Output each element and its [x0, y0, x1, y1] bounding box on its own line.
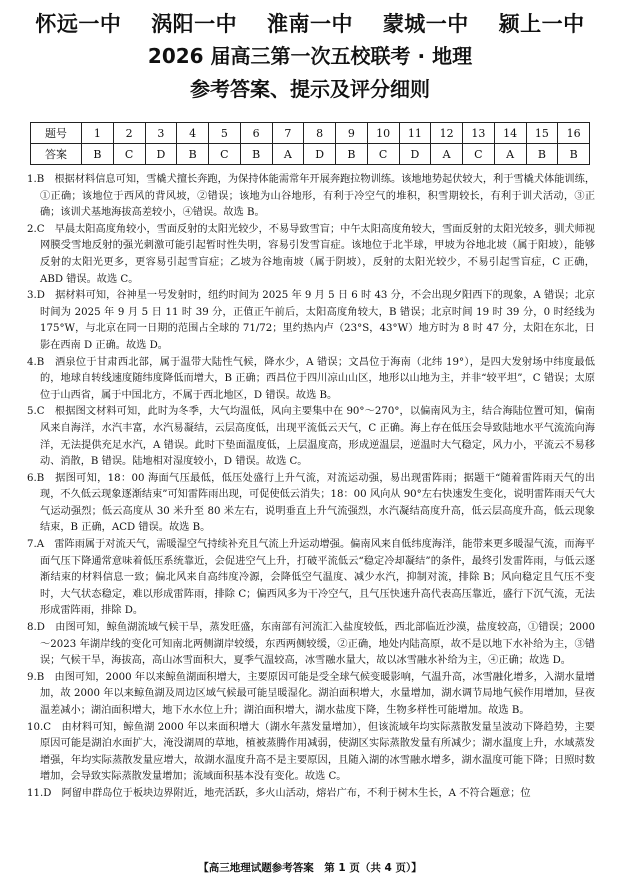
item-text: 由图可知，2000 年以来鲸鱼湖面积增大，主要原因可能是受全球气候变暖影响，气温升高，冰雪融化增多，入湖水量增加，故 2000 年以来鲸鱼湖及周边区域气候最可能呈暖湿化。湖泊面积增大，水量增加，湖水调节局地气候作用增加，昼夜温差减小；湖泊面积增大，地下水水位上升；湖泊面积增大，湖水盐度下降，生物多样性可能增加。故选 B。 — [40, 671, 596, 716]
answer-cell: D — [304, 144, 336, 165]
answer-cell: C — [113, 144, 145, 165]
answer-cell: C — [463, 144, 495, 165]
school-name: 涡阳一中 — [151, 12, 238, 36]
explanation-item — [27, 720, 595, 786]
exam-title: 2026 届高三第一次五校联考 · 地理 — [147, 44, 473, 68]
page-subtitle: 参考答案、提示及评分细则 — [190, 77, 430, 101]
answer-cell: B — [82, 144, 114, 165]
item-text: 据图可知，18：00 海面气压最低，低压处盛行上升气流，对流运动强，易出现雷阵雨；据题干“随着雷阵雨天气的出现，不久低云现象逐渐结束”可知雷阵雨出现，可促使低云消失；18：00 风向从 90°左右快速发生变化，说明雷阵雨天气大气运动强烈；低云高度从 30 米升至 80 米左右，说明垂直上升气流强烈，水汽凝结高度升高，低云层高度升高，低云现象结束，B 正确，ACD 错误。故选 B。 — [40, 472, 596, 534]
explanation-item — [27, 222, 595, 288]
item-number: 1.B — [27, 174, 45, 185]
question-number: 12 — [431, 123, 463, 144]
explanation-item — [27, 404, 595, 470]
question-number: 9 — [336, 123, 368, 144]
answer-cell: B — [558, 144, 590, 165]
answer-cell: B — [240, 144, 272, 165]
answer-cell: C — [209, 144, 241, 165]
answer-cell: A — [272, 144, 304, 165]
item-text: 雷阵雨属于对流天气，需暖湿空气持续补充且气流上升运动增强。偏南风来自低纬度海洋，能带来更多暖湿气流，而海平面气压下降通常意味着低压系统靠近，会促进空气上升，打破平流低云“稳定冷却凝结”的条件，最终引发雷阵雨，与低云逐渐结束的材料信息一致；偏北风来自高纬度冷源，会降低空气温度、减少水汽，抑制对流，排除 B；风向稳定且气压不变时，大气状态稳定，难以形成雷阵雨，排除 C；偏西风多为干冷空气，且气压快速升高代表高压靠近，盛行下沉气流，无法形成雷阵雨，排除 D。 — [40, 539, 595, 617]
school-name: 蒙城一中 — [382, 12, 469, 36]
question-number: 8 — [304, 123, 336, 144]
explanation-item — [27, 172, 595, 222]
explanation-item — [27, 620, 595, 670]
explanation-item — [27, 288, 595, 354]
item-text: 阿留申群岛位于板块边界附近，地壳活跃，多火山活动，熔岩广布，不利于树木生长，A 不符合题意；位 — [61, 787, 531, 799]
answer-cell: D — [145, 144, 177, 165]
item-text: 由图可知，鲸鱼湖流域气候干旱，蒸发旺盛，东南部有河流汇入盐度较低，西北部临近沙漠，盐度较高，①错误；2000～2023 年湖岸线的变化可知南北两侧湖岸较缓，东西两侧较缓，②正确，地处内陆高原，故不是以地下水补给为主，③错误；气候干旱，海拔高，高山冰雪面积大，夏季气温较高，冰雪融水量大，故以冰雪融水补给为主，④正确；故选 D。 — [40, 622, 596, 667]
explanation-item — [27, 537, 595, 620]
answer-row — [31, 144, 590, 165]
item-number: 3.D — [27, 290, 45, 302]
school-name: 淮南一中 — [267, 12, 353, 36]
question-number: 7 — [272, 123, 304, 144]
item-number: 5.C — [27, 406, 45, 418]
item-number: 9.B — [27, 671, 45, 683]
school-name: 怀远一中 — [35, 12, 122, 36]
item-text: 早晨太阳高度角较小，雪面反射的太阳光较少，不易导致雪盲；中午太阳高度角较大，雪面反射的太阳光较多，驯犬师视网膜受雪地反射的强光刺激可能引起暂时性失明，容易引发雪盲症。该地位于北半球，甲坡为谷地北坡（属于阳坡），能够反射的太阳光更多，更容易引起雪盲症；乙坡为谷地南坡（属于阴坡），反射的太阳光较少，不易引起雪盲症，C 正确，ABD 错误。故选 C。 — [40, 223, 595, 285]
explanation-item — [27, 786, 595, 803]
page-footer: 【高三地理试题参考答案 第 1 页（共 4 页）】 — [198, 862, 422, 874]
answer-cell: D — [399, 144, 431, 165]
answer-cell: A — [494, 144, 526, 165]
item-number: 7.A — [27, 539, 45, 551]
item-number: 2.C — [27, 223, 45, 235]
question-number: 6 — [240, 123, 272, 144]
item-text: 根据图文材料可知，此时为冬季，大气均温低，风向主要集中在 90°～270°，以偏南风为主，结合海陆位置可知，偏南风来自海洋，水汽丰富，水汽易凝结，云层高度低，出现平流低云天气，C 正确。海上存在低压会导致陆地水平气流流向海洋，无法提供充足水汽，A 错误。此时下垫面温度低，上层温度高，形成逆温层，逆温时大气稳定，风力小，平流云不易移动、消散，B 错误。陆地相对湿度较小，D 错误。故选 C。 — [40, 406, 595, 468]
explanation-item — [27, 355, 595, 405]
question-number: 13 — [463, 123, 495, 144]
answer-cell: A — [431, 144, 463, 165]
question-number: 2 — [113, 123, 145, 144]
item-number: 10.C — [27, 721, 51, 733]
item-text: 据材料可知，谷神星一号发射时，纽约时间为 2025 年 9 月 5 日 6 时 43 分，不会出现夕阳西下的现象，A 错误；北京时间为 2025 年 9 月 5 日 11 时 39 分，正值正午前后，太阳高度角较大，B 错误；北京时间 19 时 39 分，0 时经线为 175°W，与北京在同一日期的范围占全球的 71/72；里约热内卢（23°S，43°W）地方时为 8 时 47 分，太阳在东北，日影在西南 D 正确。故选 D。 — [40, 290, 596, 351]
answer-cell: B — [526, 144, 558, 165]
question-number: 14 — [494, 123, 526, 144]
explanation-list — [27, 172, 595, 803]
item-number: 11.D — [27, 787, 52, 799]
explanation-item — [27, 670, 595, 720]
item-number: 6.B — [27, 472, 45, 484]
item-text: 由材料可知，鲸鱼湖 2000 年以来面积增大（湖水年蒸发量增加），但该流域年均实际蒸散发量呈波动下降趋势，主要原因可能是湖泊水面扩大，淹没湖周的草地，植被蒸腾作用减弱，使湖区实际蒸散发量有所减少；湖水温度上升，水域蒸发增强，年均实际蒸散发量应增大，故湖水温度升高不是主要原因，且随入湖的冰雪融水增多，湖水温度可能下降；日照时数增加，会导致实际蒸散发量增加；流域面积基本没有变化。故选 C。 — [40, 721, 595, 783]
item-text: 根据材料信息可知，雪橇犬擅长奔跑，为保持体能需常年开展奔跑拉物训练。该地地势起伏较大，利于雪橇犬体能训练，①正确；该地位于西风的背风坡，②错误；该地为山谷地形，有利于冷空气的堆积，积雪期较长，有利于训犬活动，③正确；该训犬基地海拔高差较小，④错误。故选 B。 — [40, 174, 596, 219]
question-label: 题号 — [31, 123, 82, 144]
school-name: 颍上一中 — [498, 12, 585, 36]
question-number: 1 — [82, 123, 114, 144]
answer-cell: C — [367, 144, 399, 165]
answer-label: 答案 — [31, 144, 82, 165]
explanation-item — [27, 471, 595, 537]
question-number: 3 — [145, 123, 177, 144]
question-number: 15 — [526, 123, 558, 144]
answer-cell: B — [336, 144, 368, 165]
item-number: 8.D — [27, 622, 45, 634]
question-number: 5 — [209, 123, 241, 144]
answer-table — [30, 122, 590, 165]
item-text: 酒泉位于甘肃西北部，属于温带大陆性气候，降水少，A 错误；文昌位于海南（北纬 19°），是四大发射场中纬度最低的，地球自转线速度随纬度降低而增大，B 正确；西昌位于四川凉山山区，地形以山地为主，并非“较平坦”，C 错误；太原位于山西省，属于中国北方，不属于西北地区，D 错误。故选 B。 — [40, 356, 595, 401]
question-number: 11 — [399, 123, 431, 144]
question-number: 16 — [558, 123, 590, 144]
answer-cell: B — [177, 144, 209, 165]
question-number: 10 — [367, 123, 399, 144]
school-list — [0, 8, 620, 38]
item-number: 4.B — [27, 356, 45, 368]
question-number-row — [31, 123, 590, 144]
question-number: 4 — [177, 123, 209, 144]
